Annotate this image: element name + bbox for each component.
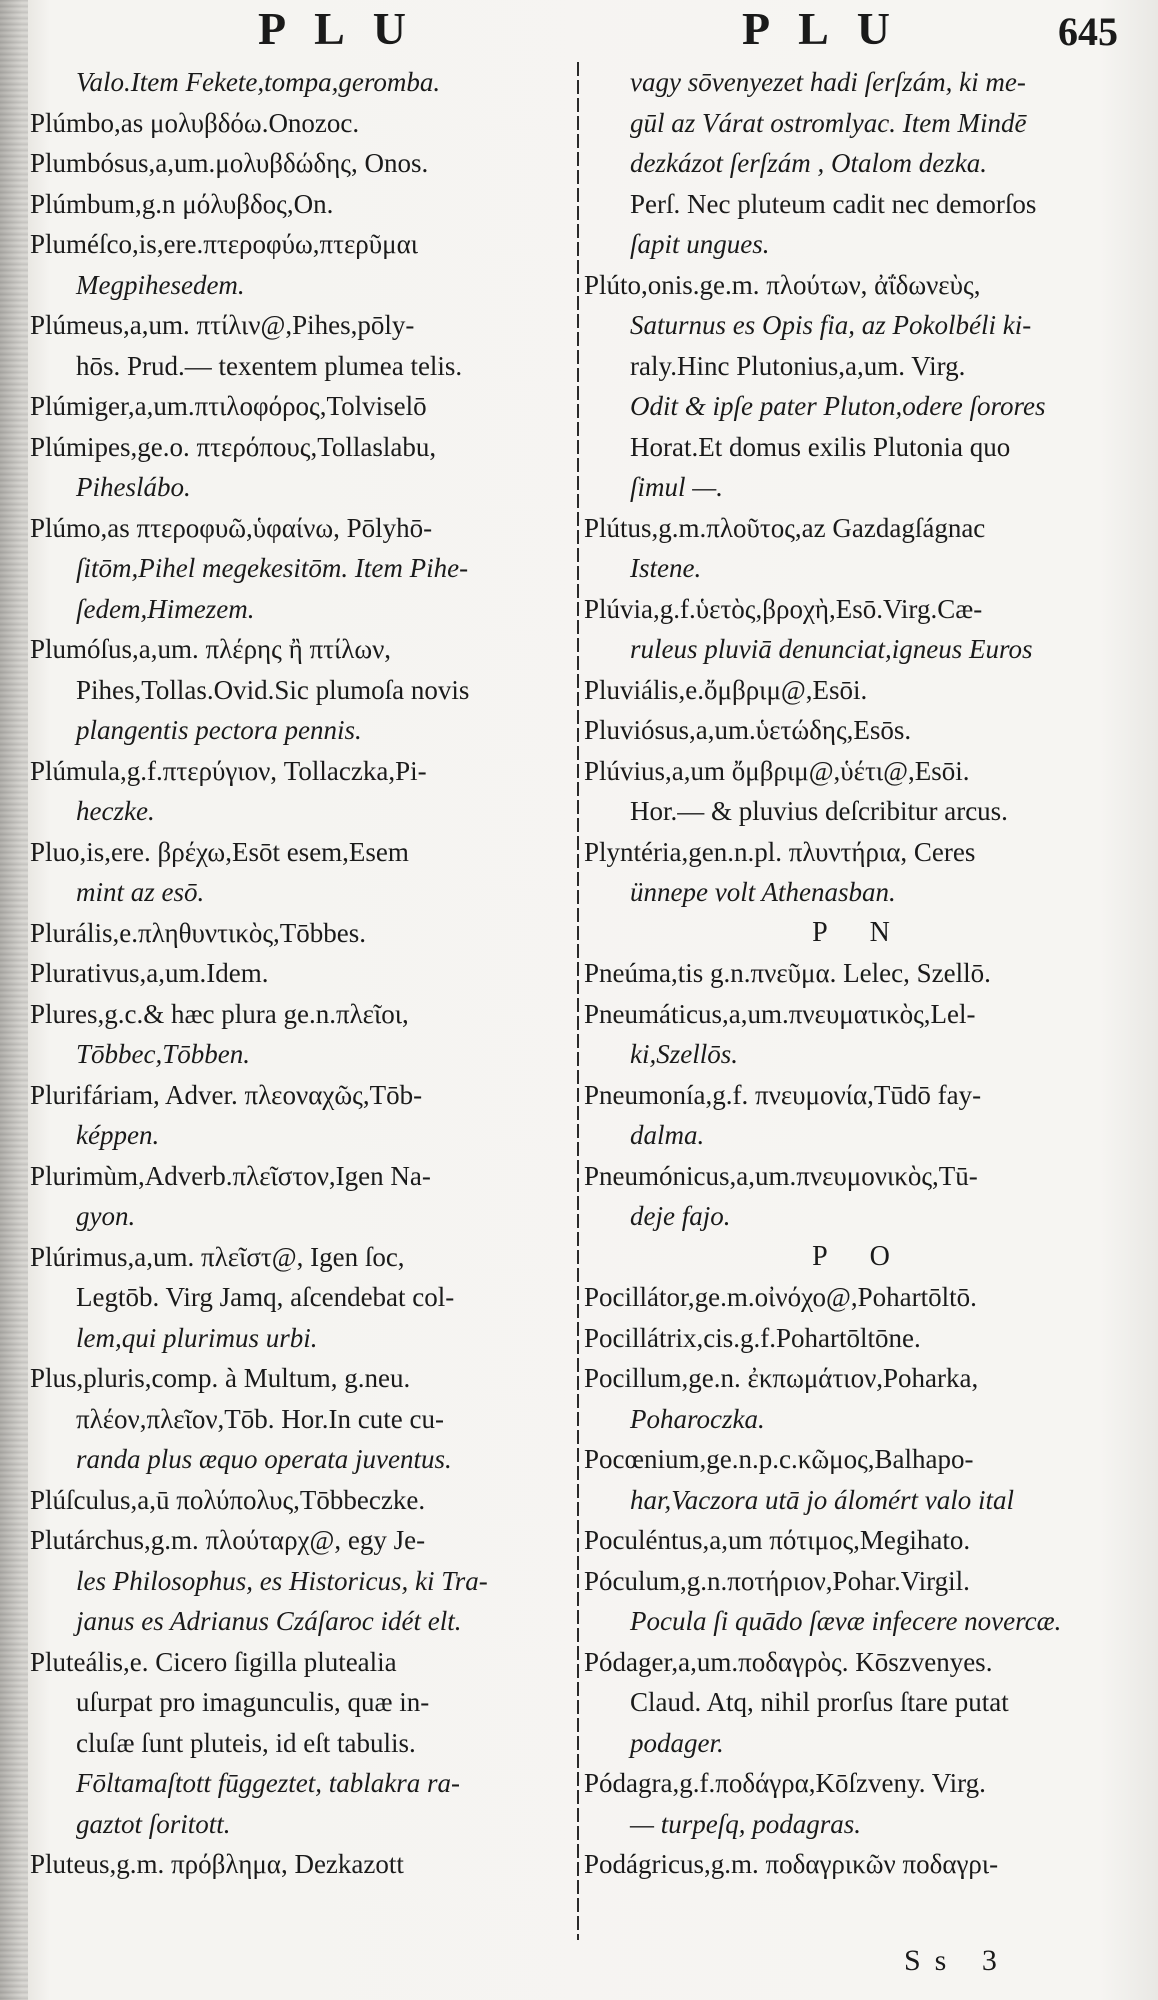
entry-headword-line: Pluteus,g.m. πρόβλημα, Dezkazott xyxy=(30,1849,404,1879)
entry-headword-line: Plus,pluris,comp. à Multum, g.neu. xyxy=(30,1363,411,1393)
entry-headword-line: Plúmiger,a,um.πτιλοφόρος,Tolviselō xyxy=(30,391,427,421)
entry-headword-line: Plúmbum,g.n μόλυβδος,On. xyxy=(30,188,334,219)
entry-continuation-line: Pocula ſi quādo ſævæ infecere novercæ. xyxy=(630,1606,1062,1636)
entry-headword-line: Pódagra,g.f.ποδάγρα,Kōſzveny. Virg. xyxy=(584,1768,986,1798)
entry-headword-line: Pocillátrix,cis.g.f.Pohartōltōne. xyxy=(584,1322,921,1353)
entry-continuation-line: Horat.Et domus exilis Plutonia quo xyxy=(630,431,1011,462)
entry-headword-line: Pneumónicus,a,um.πνευμονικὸς,Tū- xyxy=(584,1160,978,1191)
entry-headword-line: Plures,g.c.& hæc plura ge.n.πλεῖοι, xyxy=(30,998,409,1029)
entry-continuation-line: Perſ. Nec pluteum cadit nec demorſos xyxy=(630,188,1037,219)
entry-headword-line: Pluteális,e. Cicero ſigilla plutealia xyxy=(30,1646,397,1677)
entry-headword-line: Pluo,is,ere. βρέχω,Esōt esem,Esem xyxy=(30,836,409,867)
entry-headword-line: Plurativus,a,um.Idem. xyxy=(30,958,269,988)
entry-headword-line: Plumóſus,a,um. πλέρης ἢ πτίλων, xyxy=(30,634,392,664)
entry-headword-line: Plurifáriam, Adver. πλεοναχῶς,Tōb- xyxy=(30,1079,423,1110)
entry-headword-line: Plúvia,g.f.ὑετὸς,βροχὴ,Esō.Virg.Cæ- xyxy=(584,593,983,624)
entry-continuation-line: Istene. xyxy=(630,553,702,583)
entry-headword-line: Plúrimus,a,um. πλεῖστ@, Igen ſoc, xyxy=(30,1241,405,1272)
entry-headword-line: Plyntéria,gen.n.pl. πλυντήρια, Ceres xyxy=(584,836,976,867)
entry-continuation-line: janus es Adrianus Czáſaroc idét elt. xyxy=(76,1606,462,1636)
entry-continuation-line: har,Vaczora utā jo álomért valo ital xyxy=(630,1484,1014,1515)
entry-continuation-line: uſurpat pro imagunculis, quæ in- xyxy=(76,1687,430,1717)
entry-headword-line: Pódager,a,um.ποδαγρὸς. Kōszvenyes. xyxy=(584,1646,993,1677)
entry-continuation-line: plangentis pectora pennis. xyxy=(76,715,362,745)
entry-continuation-line: képpen. xyxy=(76,1120,160,1150)
entry-continuation-line: hōs. Prud.— texentem plumea telis. xyxy=(76,350,463,381)
section-heading: P O xyxy=(812,1240,908,1272)
entry-continuation-line: ſapit ungues. xyxy=(630,229,770,259)
entry-continuation-line: gaztot ſoritott. xyxy=(76,1808,231,1839)
entry-continuation-line: les Philosophus, es Historicus, ki Tra- xyxy=(76,1565,488,1596)
entry-headword-line: Plúſculus,a,ū πολύπολυς,Tōbbeczke. xyxy=(30,1484,426,1515)
entry-headword-line: Poculéntus,a,um πότιμος,Megihato. xyxy=(584,1525,971,1555)
running-header xyxy=(0,0,1158,66)
entry-continuation-line: Megpihesedem. xyxy=(76,269,245,300)
header-left-guide-word: PLU xyxy=(258,3,434,54)
entry-headword-line: Plutárchus,g.m. πλούταρχ@, egy Je- xyxy=(30,1525,426,1555)
entry-continuation-line: Piheslábo. xyxy=(76,472,191,502)
section-heading: P N xyxy=(812,916,908,948)
entry-continuation-line: πλέον,πλεῖον,Tōb. Hor.In cute cu- xyxy=(76,1403,444,1434)
entry-headword-line: Plurális,e.πληθυντικὸς,Tōbbes. xyxy=(30,917,366,948)
entry-continuation-line: dezkázot ſerſzám , Otalom dezka. xyxy=(630,148,987,178)
entry-headword-line: Plúmipes,ge.o. πτερόπους,Tollaslabu, xyxy=(30,431,437,462)
signature-mark: Ss 3 xyxy=(904,1944,1011,1977)
entry-continuation-line: vagy sōvenyezet hadi ſerſzám, ki me- xyxy=(630,67,1026,97)
entry-continuation-line: randa plus æquo operata juventus. xyxy=(76,1444,452,1474)
entry-continuation-line: podager. xyxy=(630,1727,724,1758)
left-column xyxy=(30,62,570,1885)
right-column xyxy=(584,62,1136,1885)
entry-continuation-line: gūl az Várat ostromlyac. Item Mindē xyxy=(630,107,1027,138)
entry-headword-line: Pocœnium,ge.n.p.c.κῶμος,Balhapo- xyxy=(584,1444,974,1474)
entry-continuation-line: Pihes,Tollas.Ovid.Sic plumoſa novis xyxy=(76,674,470,705)
entry-headword-line: Plútus,g.m.πλοῦτος,az Gazdagſágnac xyxy=(584,512,986,543)
entry-headword-line: Plurimùm,Adverb.πλεῖστον,Igen Na- xyxy=(30,1160,431,1191)
entry-headword-line: Plúmula,g.f.πτερύγιον, Tollaczka,Pi- xyxy=(30,755,427,786)
entry-continuation-line: raly.Hinc Plutonius,a,um. Virg. xyxy=(630,350,966,381)
entry-continuation-line: Valo.Item Fekete,tompa,geromba. xyxy=(76,67,441,97)
entry-continuation-line: ſitōm,Pihel megekesitōm. Item Pihe- xyxy=(76,553,469,583)
entry-headword-line: Plumbósus,a,um.μολυβδώδης, Onos. xyxy=(30,148,429,178)
entry-headword-line: Plúmeus,a,um. πτίλιν@,Pihes,pōly- xyxy=(30,310,415,340)
entry-continuation-line: heczke. xyxy=(76,796,155,826)
column-divider xyxy=(577,62,579,1940)
entry-headword-line: Póculum,g.n.ποτήριον,Pohar.Virgil. xyxy=(584,1565,970,1596)
entry-continuation-line: ſimul —. xyxy=(630,472,724,502)
entry-continuation-line: Legtōb. Virg Jamq, aſcendebat col- xyxy=(76,1282,455,1312)
entry-continuation-line: deje fajo. xyxy=(630,1201,731,1231)
entry-continuation-line: ſedem,Himezem. xyxy=(76,593,255,624)
entry-headword-line: Pocillátor,ge.m.οἰνόχο@,Pohartōltō. xyxy=(584,1282,977,1312)
entry-continuation-line: cluſæ ſunt pluteis, id eſt tabulis. xyxy=(76,1727,416,1758)
entry-continuation-line: Poharoczka. xyxy=(630,1403,765,1434)
entry-continuation-line: ki,Szellōs. xyxy=(630,1039,738,1069)
entry-headword-line: Pluviális,e.ὄμβριμ@,Esōi. xyxy=(584,674,868,705)
entry-headword-line: Pluméſco,is,ere.πτερoφύω,πτερῦμαι xyxy=(30,229,419,259)
entry-continuation-line: Fōltamaſtott fūggeztet, tablakra ra- xyxy=(76,1768,460,1798)
entry-continuation-line: — turpeſq, podagras. xyxy=(630,1808,862,1839)
page-number: 645 xyxy=(1058,9,1118,54)
entry-continuation-line: ruleus pluviā denunciat,igneus Euros xyxy=(630,634,1033,664)
entry-headword-line: Podágricus,g.m. ποδαγρικῶν ποδαγρι- xyxy=(584,1849,999,1879)
header-right-guide-word: PLU xyxy=(742,3,918,54)
entry-continuation-line: lem,qui plurimus urbi. xyxy=(76,1322,318,1353)
entry-continuation-line: Tōbbec,Tōbben. xyxy=(76,1039,250,1069)
entry-headword-line: Pneumáticus,a,um.πνευματικὸς,Lel- xyxy=(584,998,976,1029)
entry-continuation-line: Odit & ipſe pater Pluton,odere ſorores xyxy=(630,391,1046,421)
entry-headword-line: Plúto,onis.ge.m. πλούτων, ἀΐδωνεὺς, xyxy=(584,269,981,300)
entry-headword-line: Pocillum,ge.n. ἐκπωμάτιον,Poharka, xyxy=(584,1363,979,1393)
entry-continuation-line: ünnepe volt Athenasban. xyxy=(630,877,896,907)
entry-continuation-line: Saturnus es Opis fia, az Pokolbéli ki- xyxy=(630,310,1032,340)
entry-headword-line: Plúmo,as πτεροφυῶ,ὑφαίνω, Pōlyhō- xyxy=(30,512,433,543)
entry-continuation-line: Hor.— & pluvius deſcribitur arcus. xyxy=(630,796,1008,826)
entry-continuation-line: gyon. xyxy=(76,1201,136,1231)
entry-continuation-line: mint az esō. xyxy=(76,877,205,907)
entry-continuation-line: Claud. Atq, nihil prorſus ſtare putat xyxy=(630,1687,1009,1717)
entry-headword-line: Pneúma,tis g.n.πνεῦμα. Lelec, Szellō. xyxy=(584,958,991,988)
page-binding-shadow xyxy=(0,0,28,2000)
entry-continuation-line: dalma. xyxy=(630,1120,705,1150)
entry-headword-line: Plúvius,a,um ὄμβριμ@,ὑέτι@,Esōi. xyxy=(584,755,970,786)
entry-headword-line: Pneumonía,g.f. πνευμονία,Tūdō fay- xyxy=(584,1079,982,1110)
entry-headword-line: Plúmbo,as μολυβδόω.Onozoc. xyxy=(30,107,360,138)
entry-headword-line: Pluviósus,a,um.ὑετώδης,Esōs. xyxy=(584,715,912,745)
